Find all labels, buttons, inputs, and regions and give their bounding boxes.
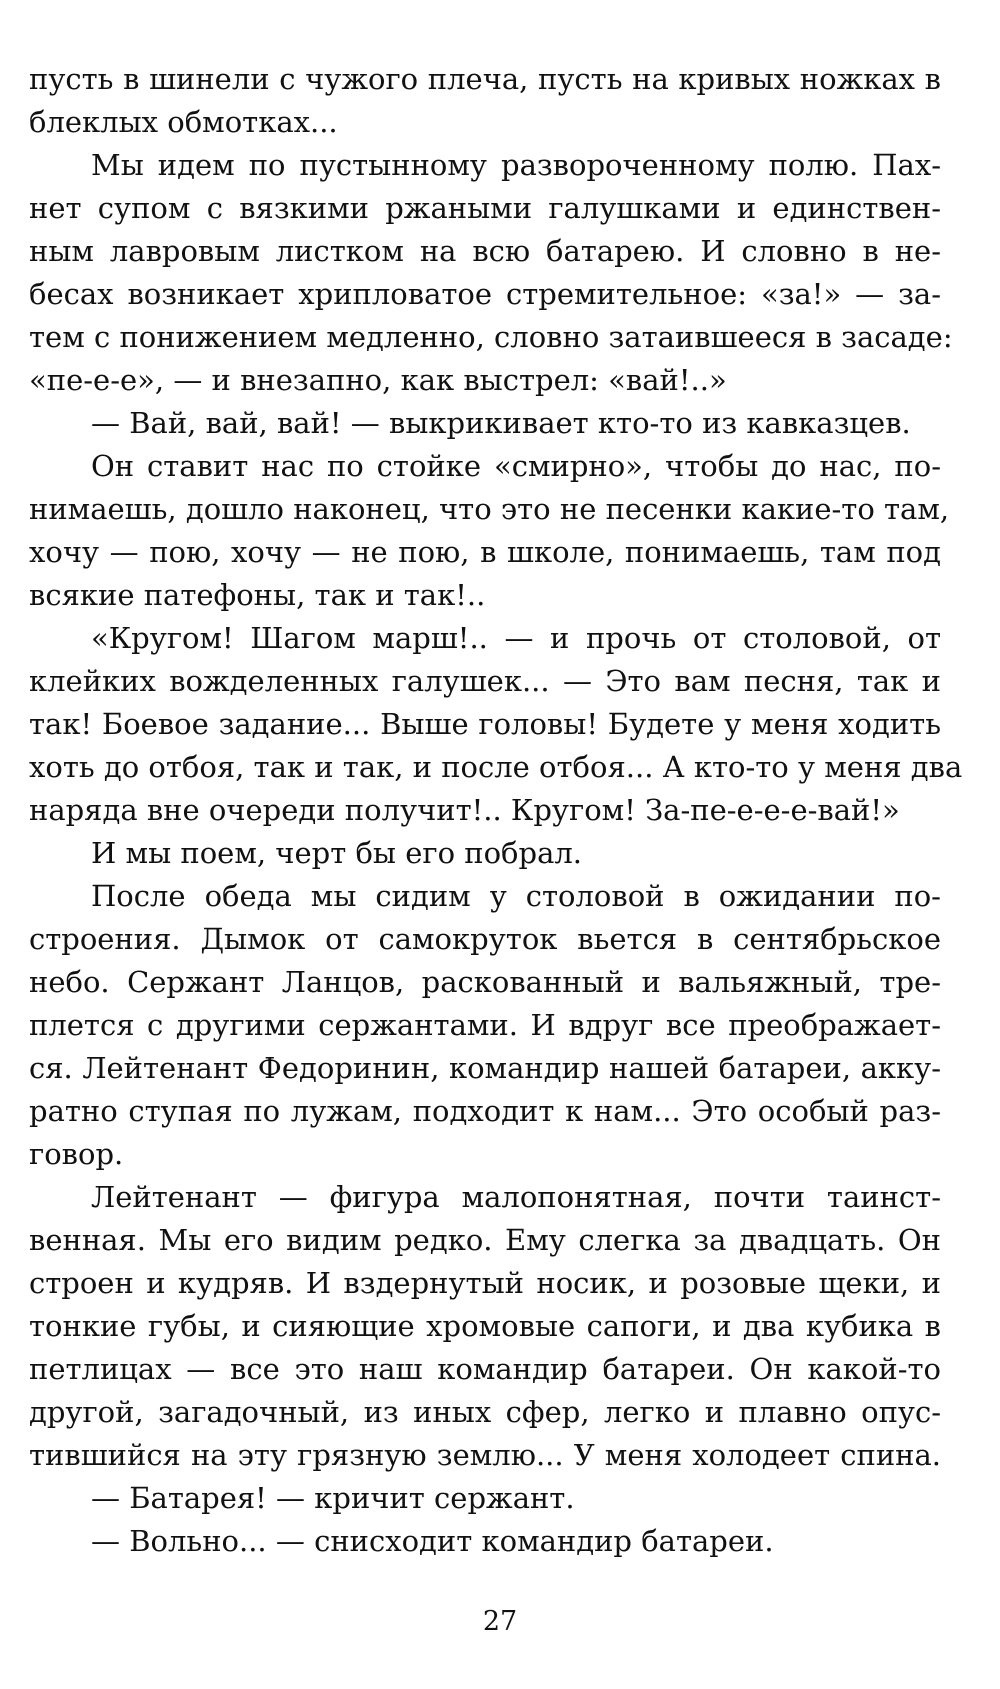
text-line: строения. Дымок от самокруток вьется в сентябрьское: [29, 922, 941, 956]
text-line: ратно ступая по лужам, подходит к нам... Это особый раз-: [29, 1094, 941, 1128]
text-line: «пе-е-е», — и внезапно, как выстрел: «вай!..»: [29, 363, 727, 397]
text-line: ся. Лейтенант Федоринин, командир нашей батареи, акку-: [29, 1051, 941, 1085]
text-line: нет супом с вязкими ржаными галушками и единствен-: [29, 191, 941, 225]
text-line: Он ставит нас по стойке «смирно», чтобы до нас, по-: [91, 449, 941, 483]
text-line: тонкие губы, и сияющие хромовые сапоги, и два кубика в: [29, 1309, 941, 1343]
text-line: — Вольно... — снисходит командир батареи.: [91, 1524, 774, 1558]
text-line: говор.: [29, 1137, 124, 1171]
text-line: так! Боевое задание... Выше головы! Будете у меня ходить: [29, 707, 941, 741]
text-line: — Вай, вай, вай! — выкрикивает кто-то из кавказцев.: [91, 406, 911, 440]
text-line: строен и кудряв. И вздернутый носик, и розовые щеки, и: [29, 1266, 941, 1300]
text-line: блеклых обмотках...: [29, 105, 338, 139]
text-line: небо. Сержант Ланцов, раскованный и вальяжный, тре-: [29, 965, 941, 999]
text-line: бесах возникает хрипловатое стремительное: «за!» — за-: [29, 277, 941, 311]
text-line: нимаешь, дошло наконец, что это не песенки какие-то там,: [29, 492, 950, 526]
page-number: 27: [482, 1606, 518, 1637]
text-line: — Батарея! — кричит сержант.: [91, 1481, 575, 1515]
text-line: хочу — пою, хочу — не пою, в школе, понимаешь, там под: [29, 535, 941, 569]
text-line: всякие патефоны, так и так!..: [29, 578, 486, 612]
text-line: другой, загадочный, из иных сфер, легко и плавно опус-: [29, 1395, 941, 1429]
text-line: тем с понижением медленно, словно затаившееся в засаде:: [29, 320, 953, 354]
text-line: венная. Мы его видим редко. Ему слегка за двадцать. Он: [29, 1223, 941, 1257]
text-line: петлицах — все это наш командир батареи. Он какой-то: [29, 1352, 941, 1386]
text-line: После обеда мы сидим у столовой в ожидании по-: [91, 879, 941, 913]
text-line: ным лавровым листком на всю батарею. И словно в не-: [29, 234, 941, 268]
text-line: пусть в шинели с чужого плеча, пусть на кривых ножках в: [29, 62, 941, 96]
text-line: «Кругом! Шагом марш!.. — и прочь от столовой, от: [91, 621, 941, 655]
text-line: Мы идем по пустынному развороченному полю. Пах-: [91, 148, 941, 182]
text-line: Лейтенант — фигура малопонятная, почти таинст-: [91, 1180, 941, 1214]
text-line: хоть до отбоя, так и так, и после отбоя... А кто-то у меня два: [29, 750, 963, 784]
text-line: тившийся на эту грязную землю... У меня холодеет спина.: [29, 1438, 941, 1472]
text-line: плется с другими сержантами. И вдруг все преображает-: [29, 1008, 941, 1042]
text-line: клейких вожделенных галушек... — Это вам песня, так и: [29, 664, 941, 698]
body-text: [29, 58, 963, 1563]
text-line: И мы поем, черт бы его побрал.: [91, 836, 583, 870]
text-line: наряда вне очереди получит!.. Кругом! За-пе-е-е-е-вай!»: [29, 793, 900, 827]
